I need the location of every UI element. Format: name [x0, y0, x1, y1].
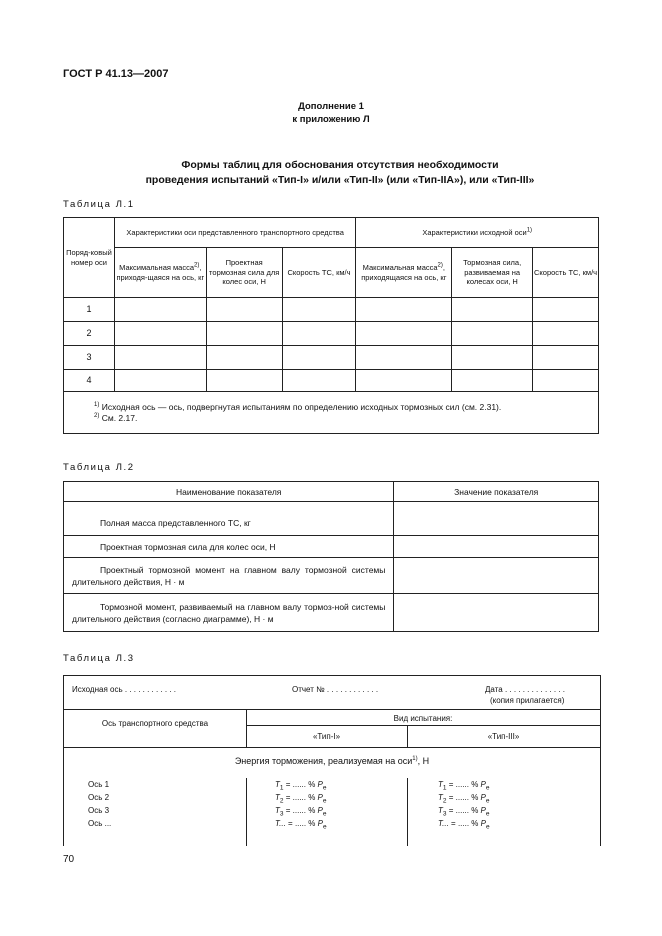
- page-number: 70: [63, 854, 75, 865]
- table1-row-num: 2: [64, 322, 115, 346]
- table3-divider: [64, 709, 600, 710]
- p-sub: e: [322, 823, 327, 831]
- table1-row-num: 3: [64, 346, 115, 370]
- table1-row-num: 1: [64, 298, 115, 322]
- p-sub: e: [322, 810, 327, 818]
- h-mass-ref-b: , приходящаяся на ось, кг: [361, 263, 447, 282]
- table2-row-label: Проектный тормозной момент на главном валу тормозной системы длительного действия, Н · м: [64, 558, 394, 594]
- t-label: T...: [438, 819, 449, 828]
- table2-row-label: Проектная тормозная сила для колес оси, Н: [64, 536, 394, 558]
- p-sub: e: [485, 810, 490, 818]
- t-label: T: [438, 806, 443, 815]
- table-row: [64, 536, 599, 558]
- energy-label: Энергия торможения, реализуемая на оси: [234, 756, 413, 766]
- table1-row-num: 4: [64, 370, 115, 392]
- footnote-2: [94, 413, 598, 424]
- table3-axle: Ось 1: [88, 780, 110, 789]
- table3-axle: Ось ...: [88, 819, 112, 828]
- table2-row-label: Полная масса представленного ТС, кг: [64, 502, 394, 536]
- table3-copy: (копия прилагается): [490, 696, 565, 705]
- table3-axle: Ось 3: [88, 806, 110, 815]
- table3-divider: [407, 778, 408, 846]
- t-sub: 2: [442, 797, 447, 805]
- table1-axle-header: Поряд-ковый номер оси: [64, 218, 115, 298]
- p-sub: e: [322, 797, 327, 805]
- table3-eq-type1: [275, 780, 327, 792]
- energy-unit: , Н: [417, 756, 430, 766]
- table-row: [64, 370, 599, 392]
- table1-group-ref-note: 1): [526, 227, 533, 234]
- table1-h-brake-ref: Тормозная сила, развиваемая на колесах оси, Н: [452, 248, 533, 298]
- footnote-2-mark: 2): [94, 412, 100, 419]
- footnote-1-mark: 1): [94, 401, 100, 408]
- table3-eq-type1: [275, 793, 327, 805]
- table1: [63, 217, 599, 434]
- p-label: P: [317, 793, 323, 802]
- table2-caption: Таблица Л.2: [63, 462, 135, 473]
- table1-h-mass-ref: [356, 248, 452, 298]
- h-mass-rep-b: , приходя-щаяся на ось, кг: [116, 263, 205, 282]
- table1-h-mass-rep: [114, 248, 206, 298]
- table2-h-value: Значение показателя: [394, 482, 599, 502]
- supplement-line2: к приложению Л: [292, 114, 370, 125]
- table3-test-type: Вид испытания:: [393, 714, 453, 723]
- t-label: T: [275, 780, 280, 789]
- table1-footnotes: [64, 392, 599, 434]
- t-rest: = ...... %: [446, 780, 481, 789]
- t-label: T: [438, 780, 443, 789]
- table-row: [64, 346, 599, 370]
- t-rest: = ...... %: [446, 793, 481, 802]
- t-label: T...: [275, 819, 286, 828]
- table3-caption: Таблица Л.3: [63, 653, 135, 664]
- table1-group-ref-label: Характеристики исходной оси: [422, 227, 527, 237]
- p-label: P: [317, 780, 323, 789]
- t-label: T: [275, 806, 280, 815]
- table3-eq-type3: [438, 793, 490, 805]
- table1-caption: Таблица Л.1: [63, 199, 135, 210]
- table-row: [64, 558, 599, 594]
- p-sub: e: [485, 823, 490, 831]
- table3-axle: Ось 2: [88, 793, 110, 802]
- t-label: T: [275, 793, 280, 802]
- table3-divider: [246, 725, 600, 726]
- footnote-2-text: См. 2.17.: [101, 412, 138, 423]
- t-rest: = ..... %: [448, 819, 481, 828]
- standard-header: ГОСТ Р 41.13—2007: [63, 68, 169, 80]
- t-rest: = ..... %: [285, 819, 318, 828]
- table1-group-ref: [356, 218, 599, 248]
- table-row: [64, 502, 599, 536]
- h-mass-ref-note: 2): [437, 262, 443, 269]
- table1-h-speed-rep: Скорость ТС, км/ч: [282, 248, 356, 298]
- table3-eq-type1: [275, 819, 327, 831]
- table2: [63, 481, 599, 632]
- t-sub: 1: [279, 784, 284, 792]
- table3-energy: [64, 756, 600, 766]
- table1-group-rep: Характеристики оси представленного транспортного средства: [114, 218, 356, 248]
- forms-title-line2: проведения испытаний «Тип-I» и/или «Тип-II» (или «Тип-IIА»), или «Тип-III»: [145, 174, 535, 186]
- forms-title-line1: Формы таблиц для обоснования отсутствия необходимости: [181, 159, 499, 171]
- t-rest: = ...... %: [283, 793, 318, 802]
- t-sub: 2: [279, 797, 284, 805]
- t-rest: = ...... %: [283, 780, 318, 789]
- table3-divider: [246, 778, 247, 846]
- p-label: P: [480, 793, 486, 802]
- table3-date: Дата . . . . . . . . . . . . . .: [485, 685, 565, 694]
- p-sub: e: [485, 784, 490, 792]
- p-label: P: [480, 780, 486, 789]
- p-sub: e: [485, 797, 490, 805]
- table3-axle-col: Ось транспортного средства: [101, 719, 209, 728]
- table3-eq-type3: [438, 819, 490, 831]
- table2-h-name: Наименование показателя: [64, 482, 394, 502]
- table3: [63, 675, 601, 846]
- table3-ref-axle: Исходная ось . . . . . . . . . . . .: [72, 685, 176, 694]
- p-label: P: [480, 806, 486, 815]
- energy-note: 1): [412, 756, 418, 762]
- t-sub: 3: [279, 810, 284, 818]
- h-mass-rep-note: 2): [194, 262, 200, 269]
- table3-report: Отчет № . . . . . . . . . . . .: [292, 685, 379, 694]
- supplement-line1: Дополнение 1: [298, 101, 364, 112]
- t-rest: = ...... %: [446, 806, 481, 815]
- footnote-1-text: Исходная ось — ось, подвергнутая испытаниям по определению исходных тормозных сил (см. 2.31).: [101, 401, 502, 412]
- table-row: [64, 322, 599, 346]
- p-label: P: [317, 806, 323, 815]
- h-mass-rep-a: Максимальная масса: [119, 263, 195, 272]
- p-label: P: [317, 819, 323, 828]
- table3-eq-type1: [275, 806, 327, 818]
- table3-type3: «Тип-III»: [487, 732, 520, 741]
- table2-row-label: Тормозной момент, развиваемый на главном валу тормоз-ной системы длительного действия (согласно диаграмме), Н · м: [64, 594, 394, 632]
- t-sub: 1: [442, 784, 447, 792]
- supplement-heading: [0, 100, 662, 126]
- p-sub: e: [322, 784, 327, 792]
- p-label: P: [480, 819, 486, 828]
- table-row: [64, 298, 599, 322]
- table1-h-brake-rep: Проектная тормозная сила для колес оси, Н: [206, 248, 282, 298]
- table-row: [64, 594, 599, 632]
- t-label: T: [438, 793, 443, 802]
- forms-title: [60, 158, 620, 188]
- table3-eq-type3: [438, 780, 490, 792]
- h-mass-ref-a: Максимальная масса: [362, 263, 438, 272]
- table3-divider: [64, 747, 600, 748]
- table1-h-speed-ref: Скорость ТС, км/ч: [533, 248, 599, 298]
- t-rest: = ...... %: [283, 806, 318, 815]
- t-sub: 3: [442, 810, 447, 818]
- table3-eq-type3: [438, 806, 490, 818]
- footnote-1: [94, 402, 598, 413]
- table3-type1: «Тип-I»: [312, 732, 341, 741]
